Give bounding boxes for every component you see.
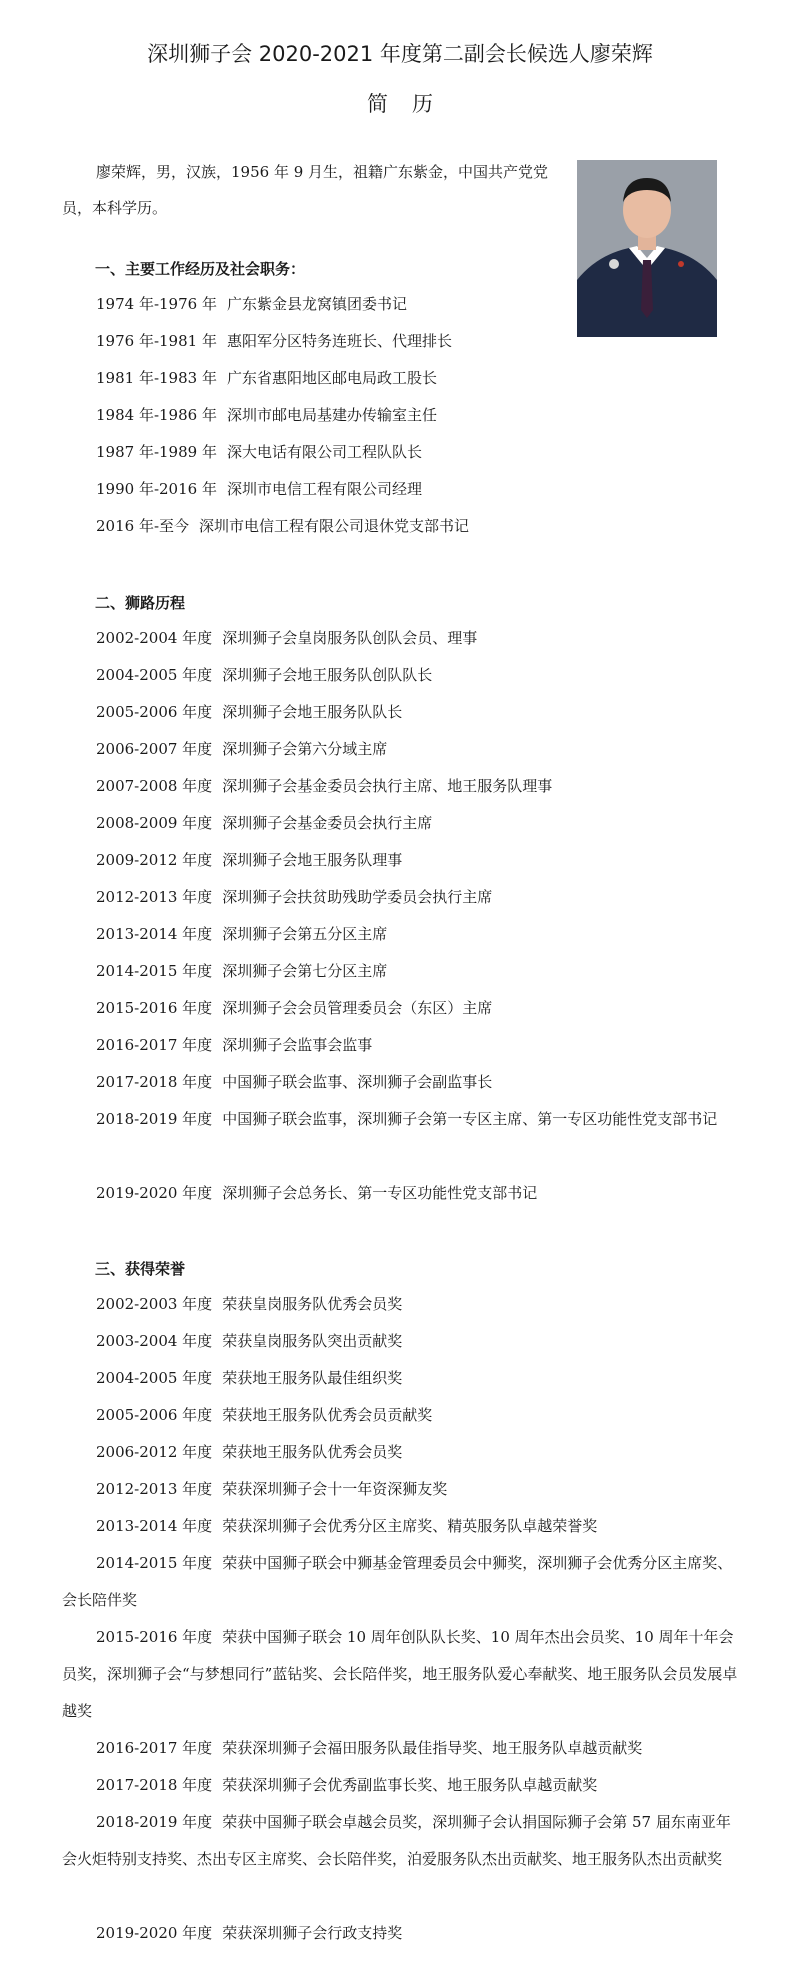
list-item: 1981 年-1983 年 广东省惠阳地区邮电局政工股长 [96,369,437,387]
list-item: 1984 年-1986 年 深圳市邮电局基建办传输室主任 [96,406,437,424]
list-item: 2018-2019 年度 中国狮子联会监事，深圳狮子会第一专区主席、第一专区功能性党支部书记 [96,1110,718,1128]
list-item: 2016 年-至今 深圳市电信工程有限公司退休党支部书记 [96,517,470,535]
list-item: 2006-2007 年度 深圳狮子会第六分域主席 [96,740,388,758]
list-item: 2007-2008 年度 深圳狮子会基金委员会执行主席、地王服务队理事 [96,777,553,795]
list-item: 2004-2005 年度 深圳狮子会地王服务队创队队长 [96,666,433,684]
list-item: 2015-2016 年度 深圳狮子会会员管理委员会（东区）主席 [96,999,493,1017]
list-item: 2019-2020 年度 深圳狮子会总务长、第一专区功能性党支部书记 [96,1184,538,1202]
list-item: 2019-2020 年度 荣获深圳狮子会行政支持奖 [96,1924,403,1942]
intro-paragraph: 廖荣辉，男，汉族，1956 年 9 月生，祖籍广东紫金，中国共产党党员，本科学历。 [62,163,549,217]
section-heading-work: 一、主要工作经历及社会职务： [95,260,306,278]
list-item: 2015-2016 年度 荣获中国狮子联会 10 周年创队队长奖、10 周年杰出会员奖、10 周年十年会员奖，深圳狮子会“与梦想同行”蓝钻奖、会长陪伴奖，地王服务队爱心奉献奖、地王服务队会员发展卓越奖 [62,1628,738,1720]
list-item: 2013-2014 年度 荣获深圳狮子会优秀分区主席奖、精英服务队卓越荣誉奖 [96,1517,598,1535]
list-item: 2005-2006 年度 深圳狮子会地王服务队队长 [96,703,403,721]
list-item: 1990 年-2016 年 深圳市电信工程有限公司经理 [96,480,422,498]
list-item: 2016-2017 年度 深圳狮子会监事会监事 [96,1036,373,1054]
page-subtitle: 简历 [367,92,457,116]
list-item: 2004-2005 年度 荣获地王服务队最佳组织奖 [96,1369,403,1387]
list-item: 2018-2019 年度 荣获中国狮子联会卓越会员奖，深圳狮子会认捐国际狮子会第 57 届东南亚年会火炬特别支持奖、杰出专区主席奖、会长陪伴奖，泊爱服务队杰出贡献奖、地王服务队杰出贡献奖 [62,1813,731,1868]
list-item: 2012-2013 年度 深圳狮子会扶贫助残助学委员会执行主席 [96,888,493,906]
page-title: 深圳狮子会 2020-2021 年度第二副会长候选人廖荣辉 [147,42,653,66]
list-item: 2002-2003 年度 荣获皇岗服务队优秀会员奖 [96,1295,403,1313]
list-item: 1976 年-1981 年 惠阳军分区特务连班长、代理排长 [96,332,452,350]
list-item: 2013-2014 年度 深圳狮子会第五分区主席 [96,925,388,943]
list-item: 2009-2012 年度 深圳狮子会地王服务队理事 [96,851,403,869]
list-item: 2008-2009 年度 深圳狮子会基金委员会执行主席 [96,814,433,832]
section-heading-lions: 二、狮路历程 [95,594,186,612]
list-item: 2002-2004 年度 深圳狮子会皇岗服务队创队会员、理事 [96,629,478,647]
list-item: 2017-2018 年度 荣获深圳狮子会优秀副监事长奖、地王服务队卓越贡献奖 [96,1776,598,1794]
list-item: 2014-2015 年度 荣获中国狮子联会中狮基金管理委员会中狮奖，深圳狮子会优秀分区主席奖、会长陪伴奖 [62,1554,733,1609]
list-item: 2003-2004 年度 荣获皇岗服务队突出贡献奖 [96,1332,403,1350]
list-item: 2014-2015 年度 深圳狮子会第七分区主席 [96,962,388,980]
list-item: 1987 年-1989 年 深大电话有限公司工程队队长 [96,443,422,461]
list-item: 2012-2013 年度 荣获深圳狮子会十一年资深狮友奖 [96,1480,448,1498]
list-item: 1974 年-1976 年 广东紫金县龙窝镇团委书记 [96,295,407,313]
list-item: 2005-2006 年度 荣获地王服务队优秀会员贡献奖 [96,1406,433,1424]
list-item: 2006-2012 年度 荣获地王服务队优秀会员奖 [96,1443,403,1461]
section-heading-honors: 三、获得荣誉 [95,1260,186,1278]
list-item: 2016-2017 年度 荣获深圳狮子会福田服务队最佳指导奖、地王服务队卓越贡献奖 [96,1739,643,1757]
list-item: 2017-2018 年度 中国狮子联会监事、深圳狮子会副监事长 [96,1073,493,1091]
